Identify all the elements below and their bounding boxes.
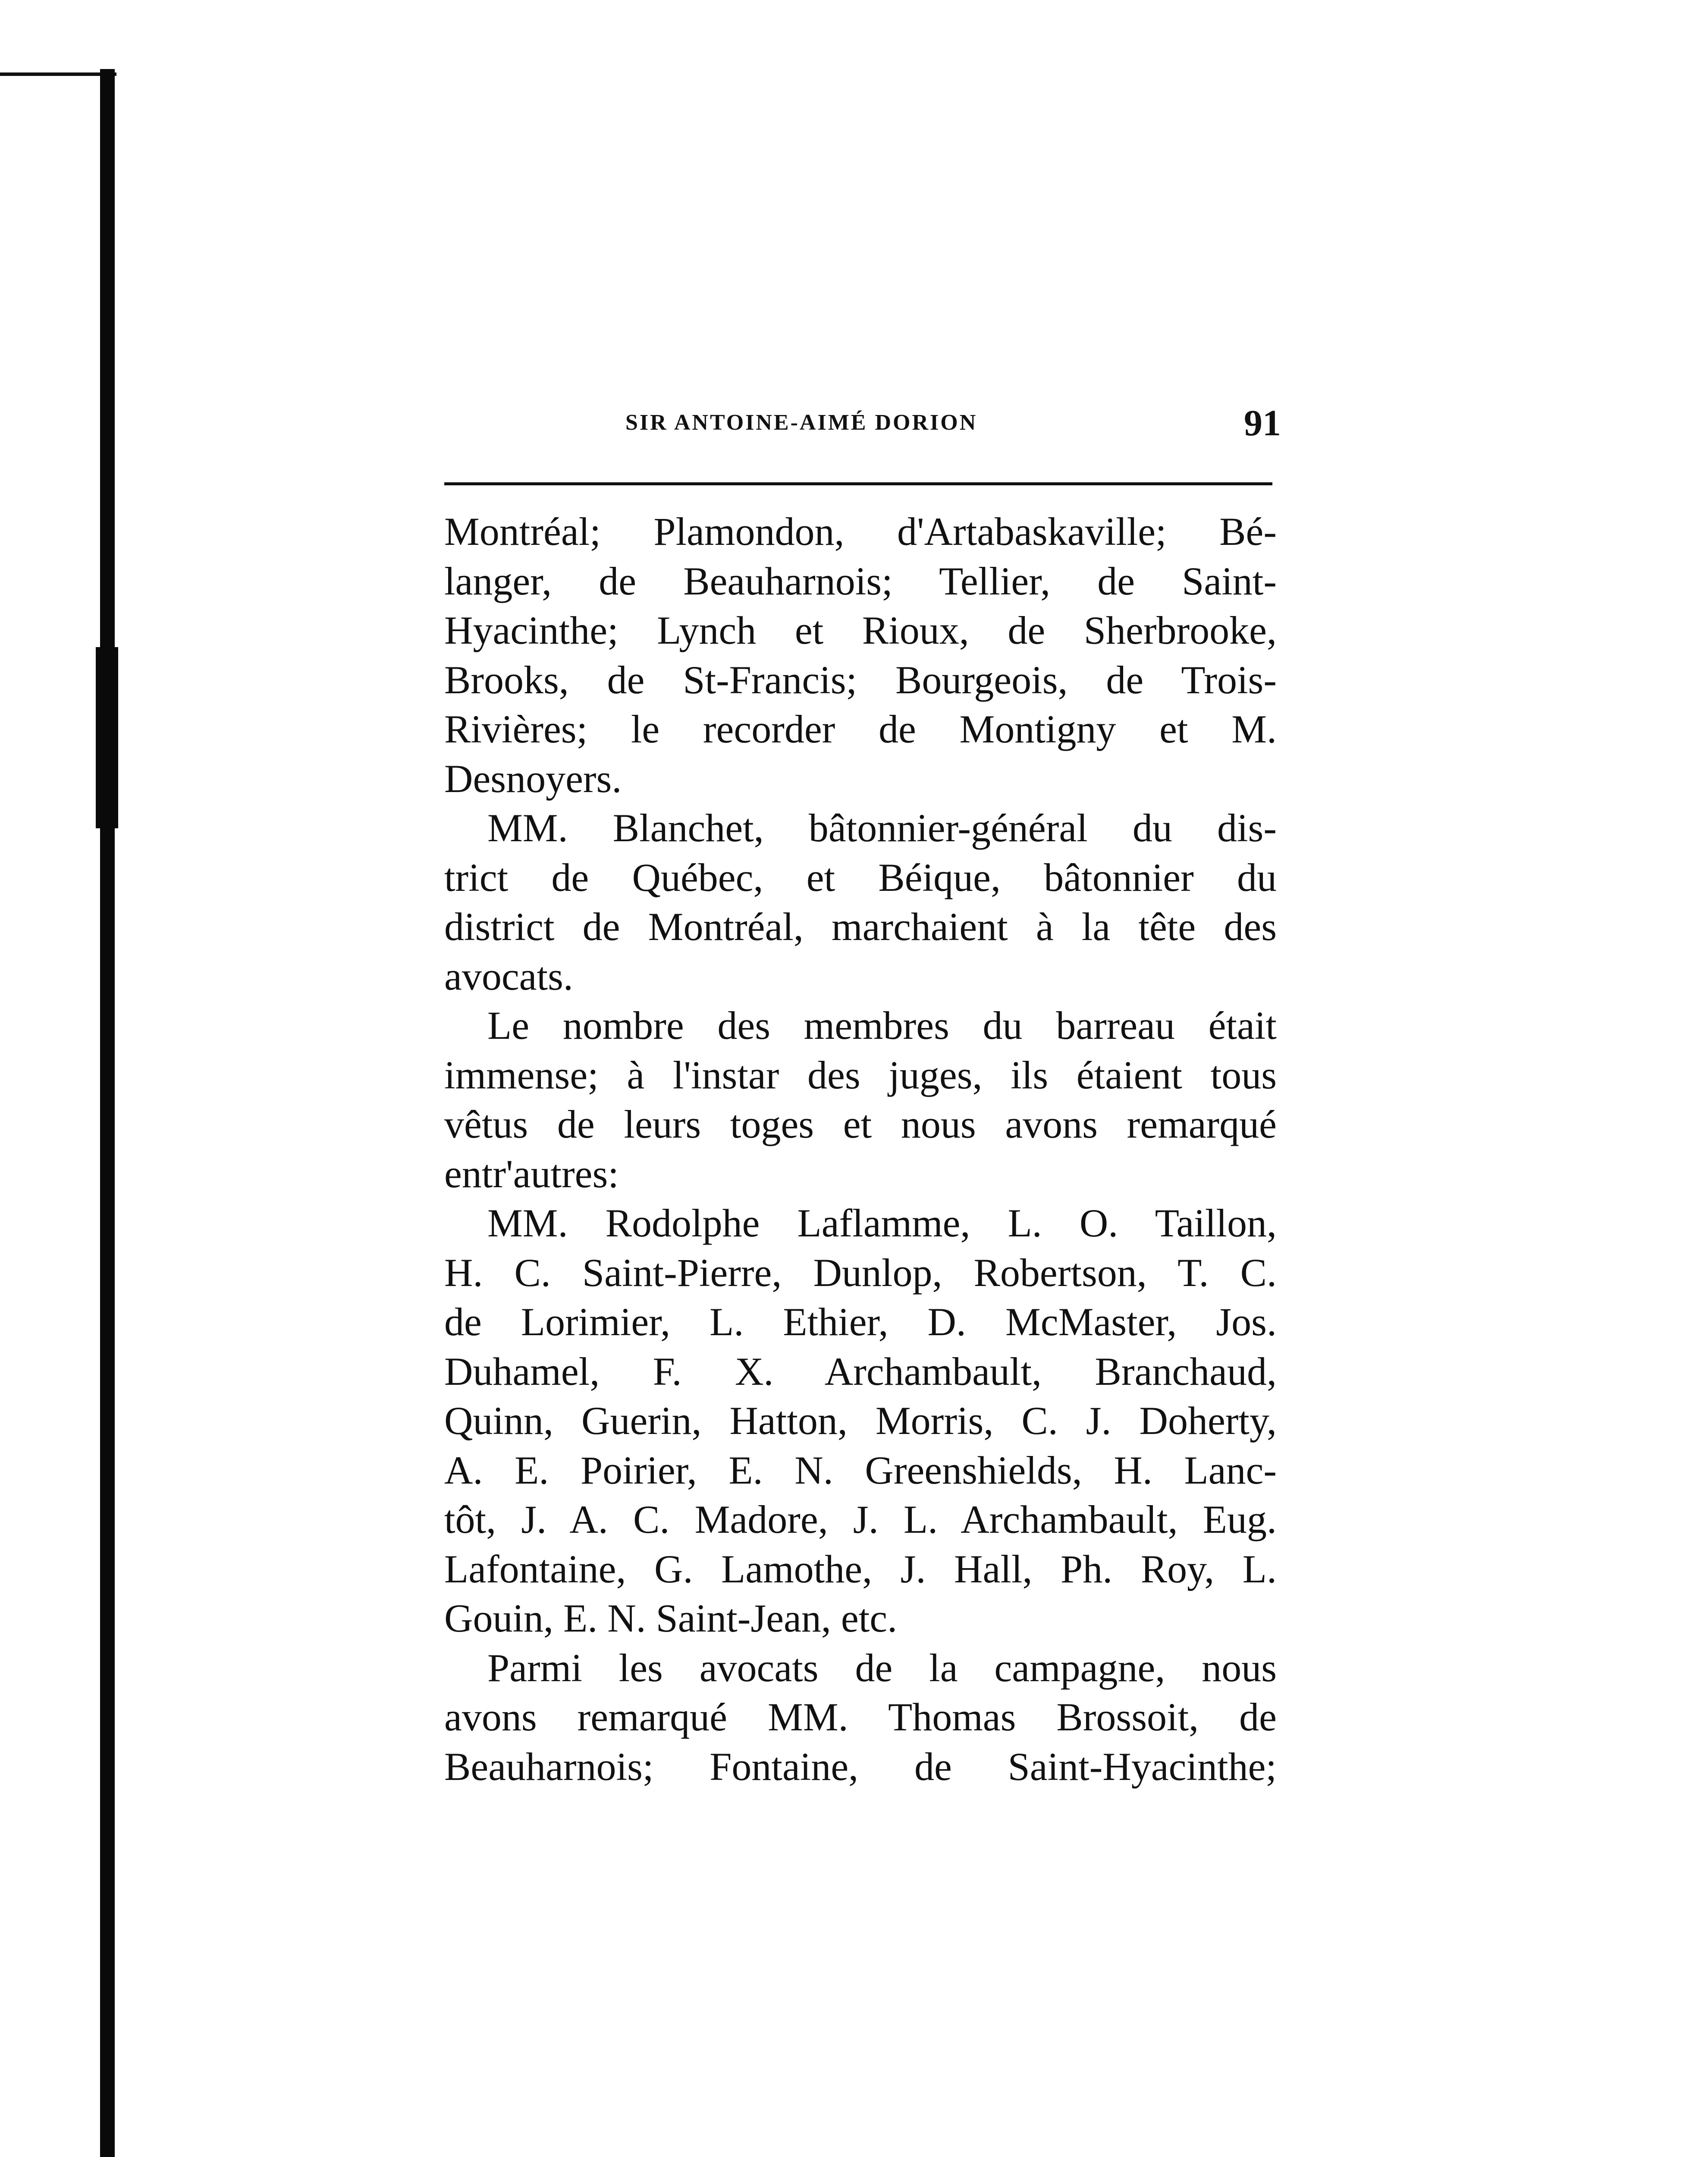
text-line: Montréal; Plamondon, d'Artabaskaville; Bé- [444, 509, 1277, 553]
text-line: de Lorimier, L. Ethier, D. McMaster, Jos. [444, 1300, 1277, 1344]
text-line: H. C. Saint-Pierre, Dunlop, Robertson, T. C. [444, 1250, 1277, 1295]
text-line: MM. Rodolphe Laflamme, L. O. Taillon, [487, 1201, 1277, 1245]
text-line: district de Montréal, marchaient à la tête des [444, 905, 1277, 949]
text-line: trict de Québec, et Béique, bâtonnier du [444, 855, 1277, 899]
text-line: entr'autres: [444, 1151, 619, 1196]
scan-edge-rule [0, 72, 116, 76]
text-body [444, 507, 1277, 1866]
text-line: langer, de Beauharnois; Tellier, de Saint- [444, 559, 1277, 603]
text-line: Le nombre des membres du barreau était [487, 1003, 1277, 1047]
text-line: Beauharnois; Fontaine, de Saint-Hyacinthe; [444, 1744, 1277, 1789]
text-line: avons remarqué MM. Thomas Brossoit, de [444, 1695, 1277, 1739]
text-line: Desnoyers. [444, 756, 622, 801]
binding-edge-shadow [96, 647, 118, 828]
text-line: Duhamel, F. X. Archambault, Branchaud, [444, 1349, 1277, 1393]
header-rule [444, 482, 1272, 485]
text-line: immense; à l'instar des juges, ils étaient tous [444, 1053, 1277, 1097]
running-header [440, 401, 1281, 453]
text-line: Quinn, Guerin, Hatton, Morris, C. J. Doherty, [444, 1399, 1277, 1443]
binding-edge [100, 69, 115, 2157]
text-line: Rivières; le recorder de Montigny et M. [444, 707, 1277, 751]
text-line: A. E. Poirier, E. N. Greenshields, H. Lanc- [444, 1448, 1277, 1492]
text-line: Lafontaine, G. Lamothe, J. Hall, Ph. Roy, L. [444, 1547, 1277, 1591]
text-line: Hyacinthe; Lynch et Rioux, de Sherbrooke, [444, 608, 1277, 652]
text-line: vêtus de leurs toges et nous avons remarqué [444, 1102, 1277, 1146]
text-line: Gouin, E. N. Saint-Jean, etc. [444, 1596, 898, 1640]
text-line: avocats. [444, 954, 573, 998]
text-line: Brooks, de St-Francis; Bourgeois, de Trois- [444, 657, 1277, 702]
text-line: MM. Blanchet, bâtonnier-général du dis- [487, 806, 1277, 850]
page-number: 91 [1244, 402, 1281, 443]
running-title: SIR ANTOINE-AIMÉ DORION [625, 410, 978, 435]
text-line: Parmi les avocats de la campagne, nous [487, 1645, 1277, 1690]
text-line: tôt, J. A. C. Madore, J. L. Archambault, Eug. [444, 1497, 1277, 1541]
